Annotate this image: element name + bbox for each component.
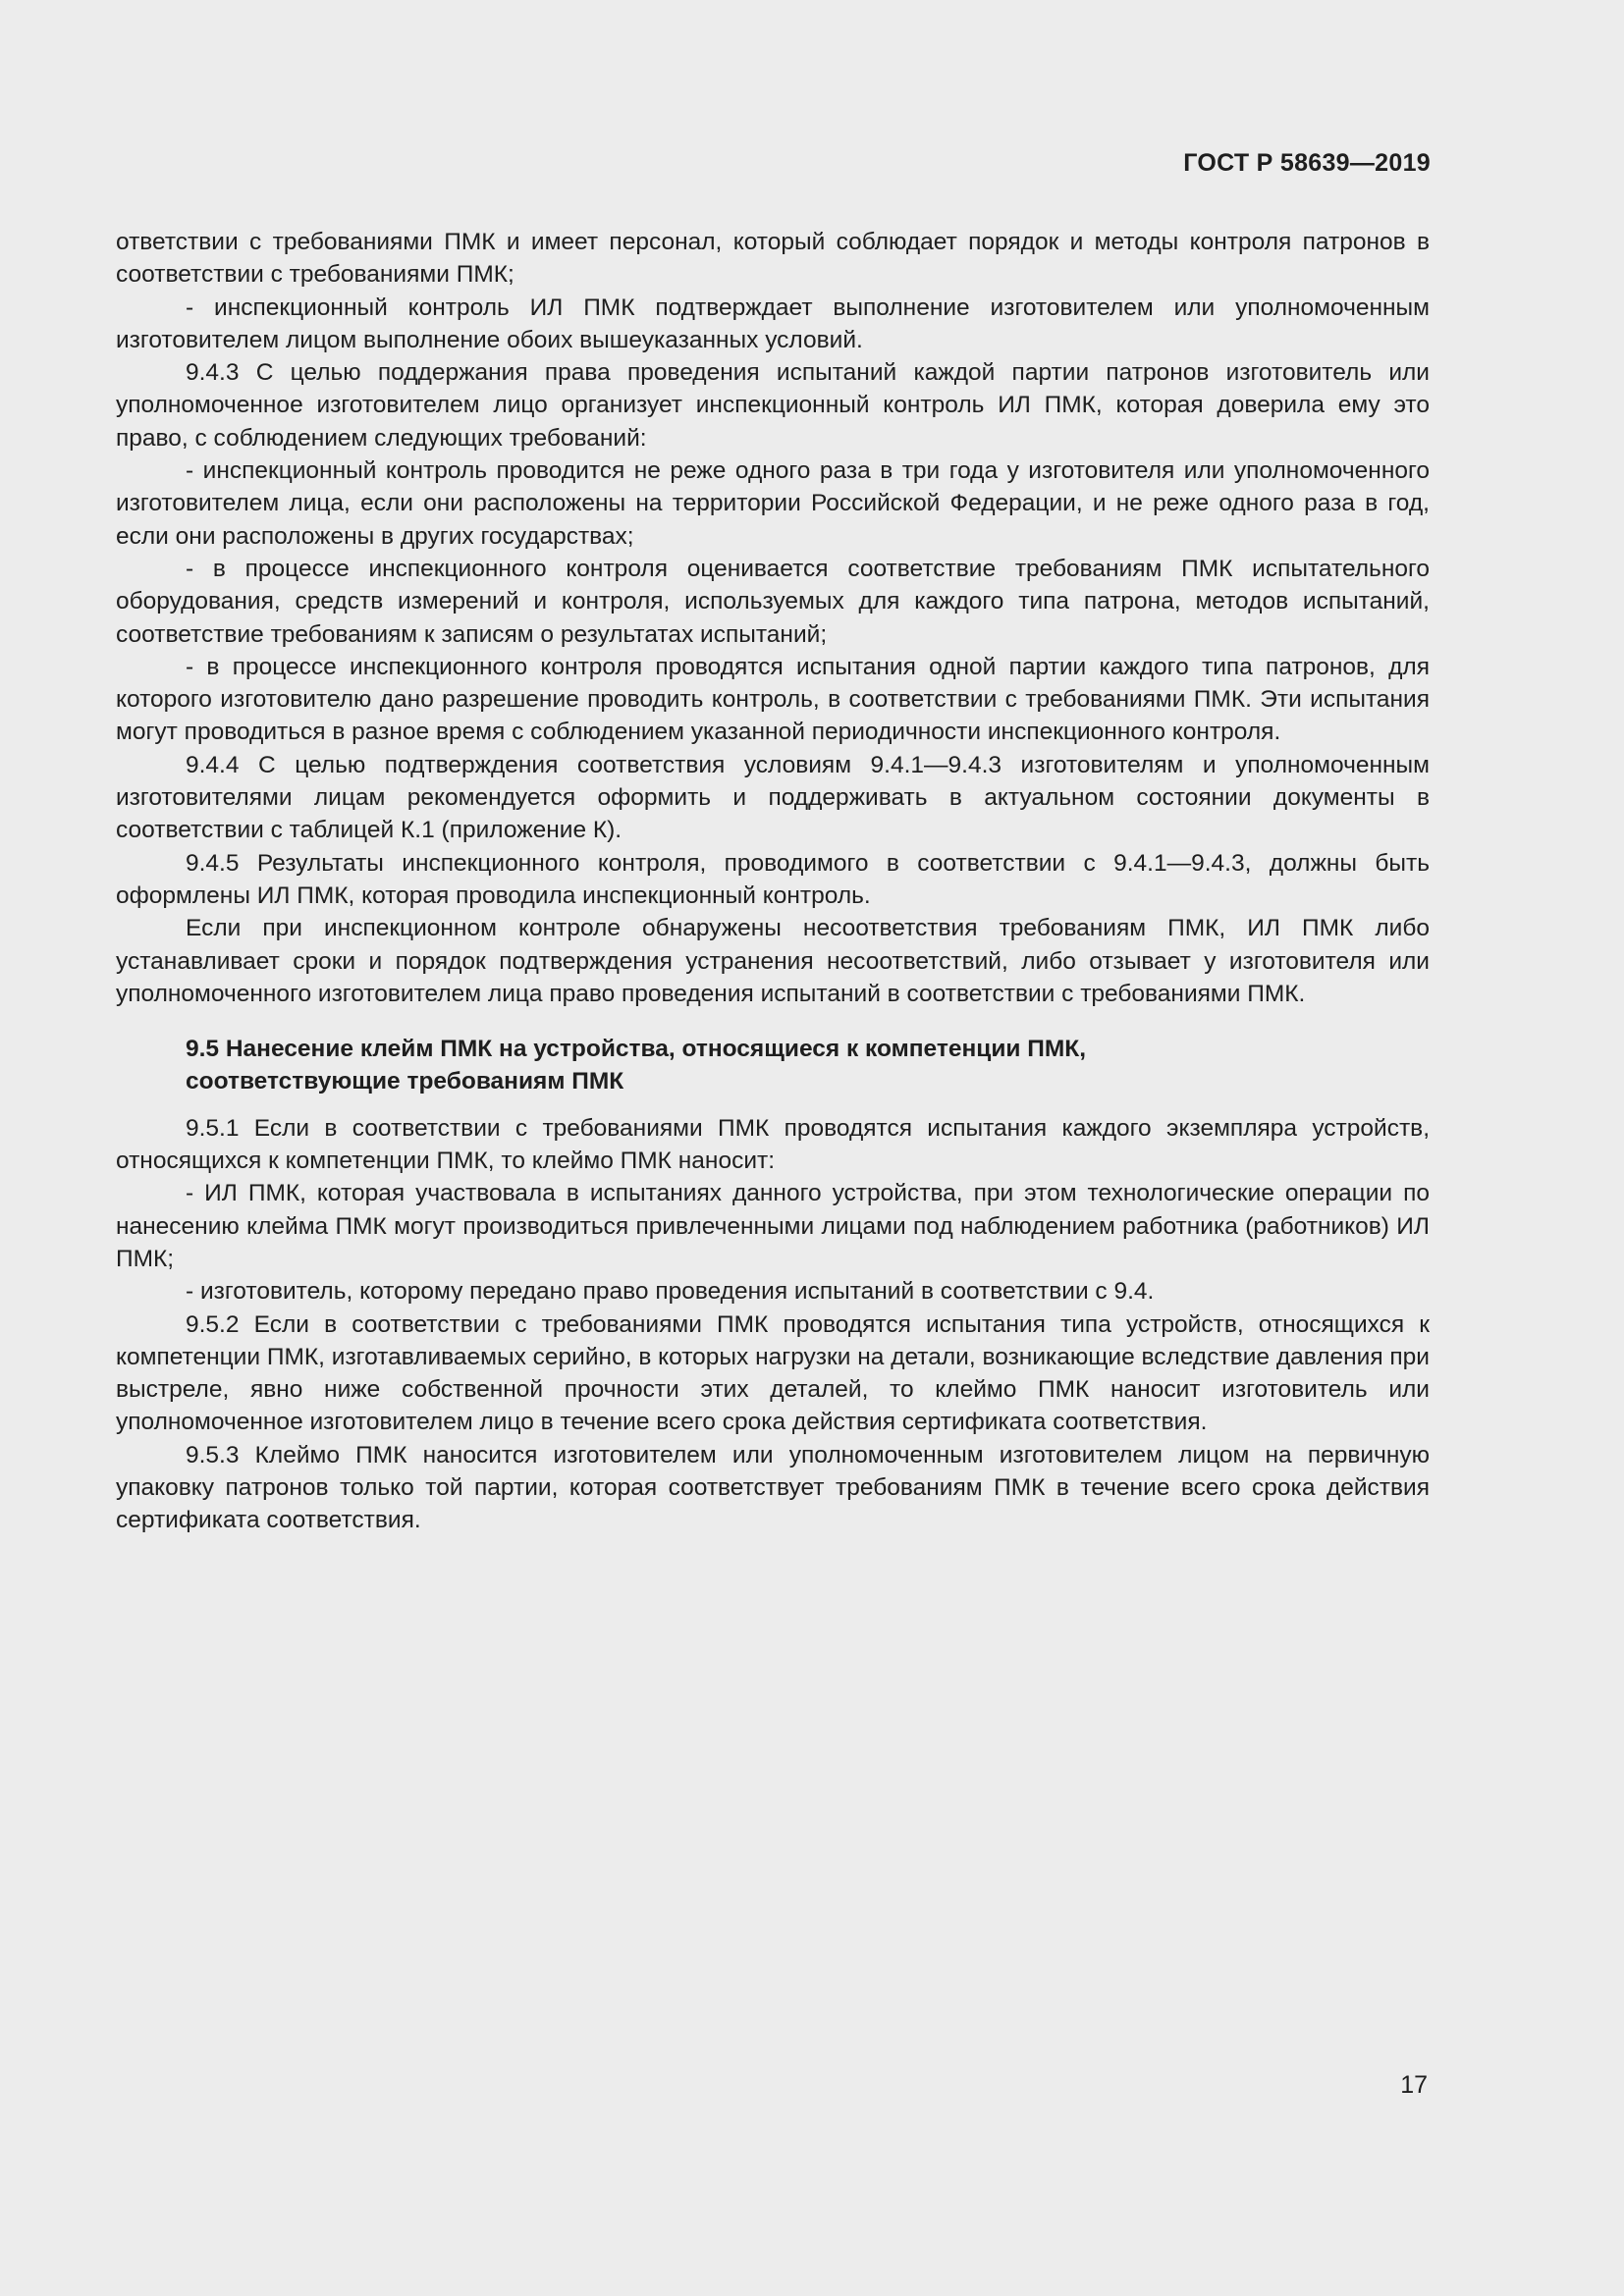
document-body bbox=[116, 226, 1430, 1537]
paragraph: Если при инспекционном контроле обнаружены несоответствия требованиям ПМК, ИЛ ПМК либо устанавливает сроки и порядок подтверждения устранения несоответствий, либо отзывает у изготовителя или уполномоченного изготовителем лица право проведения испытаний в соответствии с требованиями ПМК. bbox=[116, 915, 1430, 1007]
section-heading-9-5 bbox=[116, 1033, 1430, 1098]
clause-9-4-4: 9.4.4 С целью подтверждения соответствия условиям 9.4.1—9.4.3 изготовителям и уполномоченным изготовителями лицам рекомендуется оформить и поддерживать в актуальном состоянии документы в соответствии с таблицей К.1 (приложение К). bbox=[116, 751, 1430, 844]
list-item-paragraph: - в процессе инспекционного контроля оценивается соответствие требованиям ПМК испытательного оборудования, средств измерений и контроля, используемых для каждого типа патрона, методов испытаний, соответствие требованиям к записям о результатах испытаний; bbox=[116, 555, 1430, 648]
paragraph-continuation: ответствии с требованиями ПМК и имеет персонал, который соблюдает порядок и методы контроля патронов в соответствии с требованиями ПМК; bbox=[116, 229, 1430, 289]
clause-9-4-5: 9.4.5 Результаты инспекционного контроля, проводимого в соответствии с 9.4.1—9.4.3, должны быть оформлены ИЛ ПМК, которая проводила инспекционный контроль. bbox=[116, 849, 1430, 909]
clause-9-5-2: 9.5.2 Если в соответствии с требованиями ПМК проводятся испытания типа устройств, относящихся к компетенции ПМК, изготавливаемых серийно, в которых нагрузки на детали, возникающие вследствие давления при выстреле, явно ниже собственной прочности этих деталей, то клеймо ПМК наносит изготовитель или уполномоченное изготовителем лицо в течение всего срока действия сертификата соответствия. bbox=[116, 1310, 1430, 1436]
list-item-paragraph: - инспекционный контроль ИЛ ПМК подтверждает выполнение изготовителем или уполномоченным изготовителем лицом выполнение обоих вышеуказанных условий. bbox=[116, 294, 1430, 353]
clause-9-4-3: 9.4.3 С целью поддержания права проведения испытаний каждой партии патронов изготовитель или уполномоченное изготовителем лицо организует инспекционный контроль ИЛ ПМК, которая доверила ему это право, с соблюдением следующих требований: bbox=[116, 359, 1430, 452]
document-code-header: ГОСТ Р 58639—2019 bbox=[1183, 149, 1431, 177]
list-item-paragraph: - ИЛ ПМК, которая участвовала в испытаниях данного устройства, при этом технологические операции по нанесению клейма ПМК могут производиться привлеченными лицами под наблюдением работника (работников) ИЛ ПМК; bbox=[116, 1180, 1430, 1272]
list-item-paragraph: - инспекционный контроль проводится не реже одного раза в три года у изготовителя или уполномоченного изготовителем лица, если они расположены на территории Российской Федерации, и не реже одного раза в год, если они расположены в других государствах; bbox=[116, 457, 1430, 550]
list-item-paragraph: - в процессе инспекционного контроля проводятся испытания одной партии каждого типа патронов, для которого изготовителю дано разрешение проводить контроль, в соответствии с требованиями ПМК. Эти испытания могут проводиться в разное время с соблюдением указанной периодичности инспекционного контроля. bbox=[116, 653, 1430, 746]
section-heading-line: соответствующие требованиям ПМК bbox=[186, 1068, 624, 1095]
clause-9-5-3: 9.5.3 Клеймо ПМК наносится изготовителем или уполномоченным изготовителем лицом на первичную упаковку патронов только той партии, которая соответствует требованиям ПМК в течение всего срока действия сертификата соответствия. bbox=[116, 1441, 1430, 1534]
clause-9-5-1: 9.5.1 Если в соответствии с требованиями ПМК проводятся испытания каждого экземпляра устройств, относящихся к компетенции ПМК, то клеймо ПМК наносит: bbox=[116, 1114, 1430, 1175]
list-item-paragraph: - изготовитель, которому передано право проведения испытаний в соответствии с 9.4. bbox=[186, 1278, 1155, 1306]
page-number: 17 bbox=[1400, 2071, 1428, 2099]
section-heading-line: 9.5 Нанесение клейм ПМК на устройства, относящиеся к компетенции ПМК, bbox=[186, 1036, 1087, 1063]
